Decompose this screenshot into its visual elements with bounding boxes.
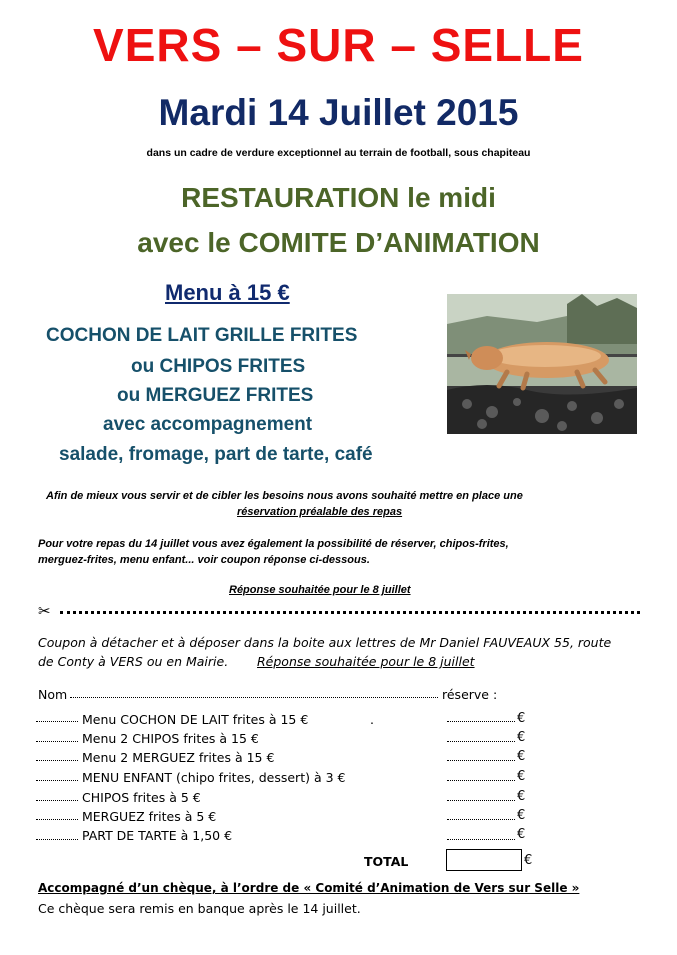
amount-field-cochon[interactable] <box>447 711 515 722</box>
order-item-mark: . <box>370 712 374 727</box>
qty-field-merguez-menu[interactable] <box>36 750 78 761</box>
qty-field-chipos-menu[interactable] <box>36 731 78 742</box>
cheque-instruction: Accompagné d’un chèque, à l’ordre de « Comité d’Animation de Vers sur Selle » <box>38 881 580 895</box>
euro-sign: € <box>517 749 526 764</box>
qty-field-enfant[interactable] <box>36 770 78 781</box>
restauration-heading: RESTAURATION le midi <box>181 182 496 213</box>
dish-cochon: COCHON DE LAIT GRILLE FRITES <box>46 325 358 346</box>
coupon-line-1: Coupon à détacher et à déposer dans la boite aux lettres de Mr Daniel FAUVEAUX 55, route <box>38 635 612 650</box>
scissors-icon: ✂ <box>38 603 51 620</box>
euro-sign: € <box>517 808 526 823</box>
notice-line-4: merguez-frites, menu enfant... voir coupon réponse ci-dessous. <box>38 554 370 566</box>
qty-field-merguez[interactable] <box>36 809 78 820</box>
total-field[interactable] <box>446 849 522 871</box>
notice-line-3: Pour votre repas du 14 juillet vous avez également la possibilité de réserver, chipos-frites, <box>38 538 509 550</box>
order-item-enfant: MENU ENFANT (chipo frites, dessert) à 3 € <box>82 770 346 785</box>
notice-reservation: réservation préalable des repas <box>237 506 403 518</box>
order-item-cochon: Menu COCHON DE LAIT frites à 15 € <box>82 712 309 727</box>
dish-sides: salade, fromage, part de tarte, café <box>59 444 373 465</box>
amount-field-enfant[interactable] <box>447 770 515 781</box>
amount-field-merguez[interactable] <box>447 809 515 820</box>
coupon-reponse: Réponse souhaitée pour le 8 juillet <box>257 654 475 669</box>
amount-field-merguez-menu[interactable] <box>447 750 515 761</box>
notice-reponse: Réponse souhaitée pour le 8 juillet <box>229 584 411 596</box>
dish-chipos: ou CHIPOS FRITES <box>131 356 306 377</box>
comite-heading: avec le COMITE D’ANIMATION <box>137 227 540 258</box>
order-item-merguez: MERGUEZ frites à 5 € <box>82 809 217 824</box>
amount-field-chipos[interactable] <box>447 790 515 801</box>
name-field[interactable] <box>70 687 438 698</box>
order-item-merguez-menu: Menu 2 MERGUEZ frites à 15 € <box>82 750 275 765</box>
euro-sign: € <box>517 730 526 745</box>
euro-sign: € <box>517 711 526 726</box>
event-date: Mardi 14 Juillet 2015 <box>158 92 519 133</box>
euro-sign: € <box>524 853 533 868</box>
dish-merguez: ou MERGUEZ FRITES <box>117 385 314 406</box>
roast-pig-photo <box>447 294 637 434</box>
amount-field-tarte[interactable] <box>447 829 515 840</box>
event-tagline: dans un cadre de verdure exceptionnel au terrain de football, sous chapiteau <box>146 147 531 159</box>
notice-line-1: Afin de mieux vous servir et de cibler les besoins nous avons souhaité mettre en place une <box>46 490 523 502</box>
amount-field-chipos-menu[interactable] <box>447 731 515 742</box>
order-item-chipos-menu: Menu 2 CHIPOS frites à 15 € <box>82 731 259 746</box>
euro-sign: € <box>517 769 526 784</box>
qty-field-tarte[interactable] <box>36 829 78 840</box>
dish-accompagnement: avec accompagnement <box>103 414 313 435</box>
name-label: Nom <box>38 687 68 702</box>
reserve-label: réserve : <box>442 687 498 702</box>
qty-field-cochon[interactable] <box>36 711 78 722</box>
euro-sign: € <box>517 827 526 842</box>
qty-field-chipos[interactable] <box>36 790 78 801</box>
order-item-chipos: CHIPOS frites à 5 € <box>82 790 201 805</box>
cut-line <box>60 611 640 614</box>
cheque-note: Ce chèque sera remis en banque après le 14 juillet. <box>38 901 361 916</box>
coupon-line-2: de Conty à VERS ou en Mairie. <box>38 654 229 669</box>
menu-price-title: Menu à 15 € <box>165 280 290 305</box>
total-label: TOTAL <box>364 854 409 869</box>
order-item-tarte: PART DE TARTE à 1,50 € <box>82 828 233 843</box>
event-title: VERS – SUR – SELLE <box>93 19 584 71</box>
euro-sign: € <box>517 789 526 804</box>
